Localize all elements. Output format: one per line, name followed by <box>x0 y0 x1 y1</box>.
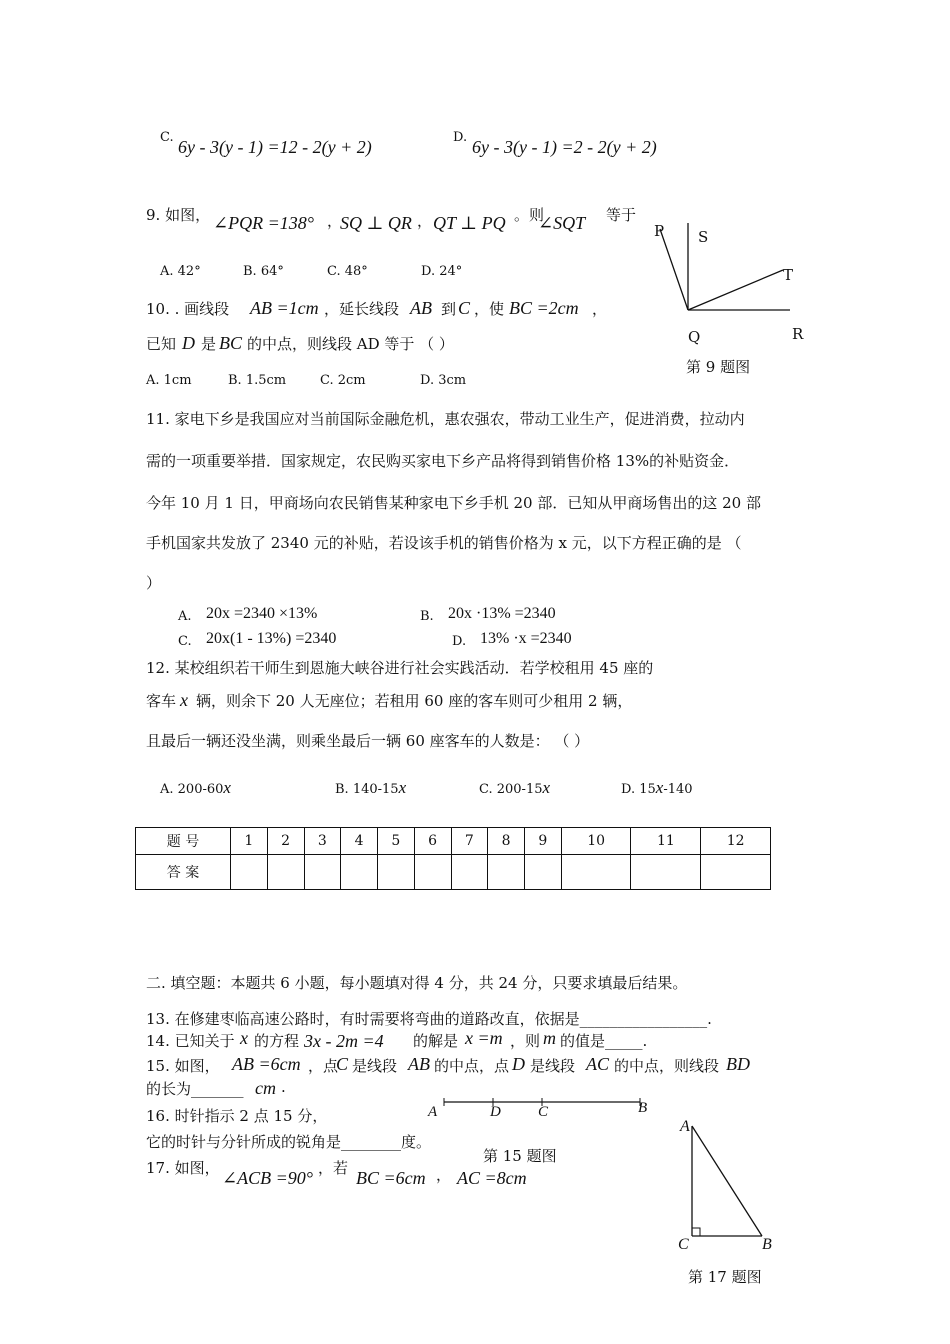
q11-option-c-label: C. <box>178 634 192 649</box>
q11-line: ） <box>146 574 162 592</box>
q15-math: AB <box>408 1054 430 1074</box>
q17-math: ∠ACB =90° <box>222 1168 313 1188</box>
q8-d-equation: 6y - 3(y - 1) =2 - 2(y + 2) <box>472 137 657 157</box>
q15-text: 的长为_______ <box>146 1080 244 1098</box>
answer-table-number: 12 <box>701 828 771 855</box>
q9-label-s: S <box>698 228 709 246</box>
q12-option-c: C. 200-15x <box>479 778 551 797</box>
q8-c-equation: 6y - 3(y - 1) =12 - 2(y + 2) <box>178 137 372 157</box>
answer-table-answer-row <box>136 855 771 890</box>
q9-label-r: R <box>792 325 804 343</box>
q15-text: ，点 <box>308 1057 339 1075</box>
q17-math: BC =6cm <box>356 1168 426 1188</box>
q10-option-d: D. 3cm <box>420 373 467 388</box>
q9-label-t: T <box>783 266 794 284</box>
answer-table-number: 1 <box>231 828 268 855</box>
q10-math: AB =1cm <box>250 298 319 318</box>
q11-line: 今年 10 月 1 日，甲商场向农民销售某种家电下乡手机 20 部．已知从甲商场售出的这 20 部 <box>146 494 761 512</box>
q15-text: 的中点，点 <box>434 1057 510 1075</box>
q17-text: 17. 如图， <box>146 1159 220 1177</box>
q15-text: . <box>281 1078 286 1096</box>
q12-option-b: B. 140-15x <box>335 778 407 797</box>
q11-option-d-label: D. <box>452 634 467 649</box>
q10-text: 是 <box>201 335 217 353</box>
q11-line: 11. 家电下乡是我国应对当前国际金融危机，惠农强农，带动工业生产，促进消费，拉动内 <box>146 410 745 428</box>
q15-text: 的中点，则线段 <box>614 1057 720 1075</box>
answer-cell[interactable] <box>525 855 562 890</box>
answer-cell[interactable] <box>631 855 701 890</box>
q9-option-c: C. 48° <box>327 264 368 279</box>
q11-option-d: 13% ·x =2340 <box>480 630 572 647</box>
q12-line: 12. 某校组织若干师生到恩施大峡谷进行社会实践活动．若学校租用 45 座的 <box>146 659 654 677</box>
q14-math: x <box>240 1028 248 1048</box>
answer-cell[interactable] <box>378 855 415 890</box>
answer-table-number: 2 <box>267 828 304 855</box>
q15-math: BD <box>726 1054 750 1074</box>
q11-option-c: 20x(1 - 13%) =2340 <box>206 630 337 647</box>
q9-option-a: A. 42° <box>160 264 201 279</box>
answer-table <box>135 827 771 890</box>
answer-table-header-row <box>136 828 771 855</box>
q12-option-a: A. 200-60x <box>160 778 231 797</box>
q15-math: cm <box>255 1078 276 1098</box>
answer-cell[interactable] <box>488 855 525 890</box>
q13-text: 13. 在修建枣临高速公路时，有时需要将弯曲的道路改直，依据是_________________. <box>146 1010 712 1028</box>
q9-target: ∠SQT <box>538 213 586 233</box>
q14-text: 的方程 <box>254 1032 300 1050</box>
answer-table-number: 11 <box>631 828 701 855</box>
q11-line: 需的一项重要举措．国家规定，农民购买家电下乡产品将得到销售价格 13%的补贴资金． <box>146 452 740 470</box>
q15-math: D <box>512 1054 525 1074</box>
answer-table-number: 6 <box>414 828 451 855</box>
q11-line: 手机国家共发放了 2340 元的补贴，若设该手机的销售价格为 x 元，以下方程正确的是 （ <box>146 534 742 552</box>
q10-option-b: B. 1.5cm <box>228 373 287 388</box>
q14-text: 的值是_____. <box>560 1032 648 1050</box>
q14-math: m <box>543 1028 556 1048</box>
answer-table-header-label: 题 号 <box>136 828 231 855</box>
q10-math: C <box>458 298 471 318</box>
q9-sep: 。则 <box>514 206 545 224</box>
q15-text: 是线段 <box>352 1057 398 1075</box>
q9-perp2: QT ⊥ PQ <box>433 213 506 233</box>
q11-option-b-label: B. <box>420 609 434 624</box>
q10-math: BC <box>219 333 243 353</box>
answer-cell[interactable] <box>451 855 488 890</box>
q17-text: ， <box>436 1166 452 1184</box>
q9-figure <box>640 215 820 375</box>
q14-text: 14. 已知关于 <box>146 1032 235 1050</box>
q14-text: ，则 <box>510 1032 541 1050</box>
q10-math: AB <box>410 298 432 318</box>
q15-math: C <box>336 1054 349 1074</box>
q11-option-a: 20x =2340 ×13% <box>206 605 318 622</box>
q15-label-a: A <box>428 1104 438 1120</box>
answer-table-number: 9 <box>525 828 562 855</box>
answer-table-number: 3 <box>304 828 341 855</box>
q12-line: 辆，则余下 20 人无座位；若租用 60 座的客车则可少租用 2 辆， <box>196 692 633 710</box>
q12-var: x <box>180 690 188 710</box>
q10-text: 10. . 画线段 <box>146 300 230 318</box>
q9-perp1: SQ ⊥ QR <box>340 213 412 233</box>
q12-option-d: D. 15x-140 <box>621 778 693 797</box>
q9-label-q: Q <box>688 328 701 346</box>
q17-label-a: A <box>680 1118 690 1135</box>
answer-table-number: 8 <box>488 828 525 855</box>
q9-label-p: P <box>654 222 665 240</box>
q17-math: AC =8cm <box>457 1168 527 1188</box>
q17-caption: 第 17 题图 <box>688 1268 762 1286</box>
q9-caption: 第 9 题图 <box>686 358 751 376</box>
answer-cell[interactable] <box>341 855 378 890</box>
q10-math: D <box>182 333 195 353</box>
q9-sep: ， <box>417 212 433 230</box>
q10-text: ，使 <box>474 300 505 318</box>
answer-cell[interactable] <box>231 855 268 890</box>
q9-option-b: B. 64° <box>243 264 284 279</box>
q15-caption: 第 15 题图 <box>483 1147 557 1165</box>
q9-option-d: D. 24° <box>421 264 463 279</box>
answer-cell[interactable] <box>561 855 631 890</box>
q15-label-d: D <box>490 1104 501 1120</box>
q9-angle: ∠PQR =138° <box>213 213 314 233</box>
q10-option-a: A. 1cm <box>146 373 192 388</box>
answer-table-number: 10 <box>561 828 631 855</box>
q15-label-c: C <box>538 1104 549 1120</box>
q10-text: 的中点，则线段 AD 等于 （ ） <box>247 335 454 353</box>
q15-text: 是线段 <box>530 1057 576 1075</box>
q17-label-b: B <box>762 1236 772 1253</box>
q12-line: 客车 <box>146 692 177 710</box>
answer-cell[interactable] <box>414 855 451 890</box>
q15-math: AC <box>586 1054 610 1074</box>
q10-text: 到 <box>441 300 457 318</box>
q10-text: 已知 <box>146 335 177 353</box>
answer-table-answer-label: 答 案 <box>136 855 231 890</box>
q17-triangle-figure <box>678 1112 780 1253</box>
q15-math: AB =6cm <box>232 1054 301 1074</box>
q17-text: ，若 <box>318 1159 349 1177</box>
answer-table-number: 7 <box>451 828 488 855</box>
answer-cell[interactable] <box>304 855 341 890</box>
q10-option-c: C. 2cm <box>320 373 366 388</box>
q14-text: 的解是 <box>413 1032 459 1050</box>
answer-cell[interactable] <box>701 855 771 890</box>
q8-c-label: C. <box>160 130 174 145</box>
q11-option-a-label: A. <box>178 609 192 624</box>
q10-math: BC =2cm <box>509 298 579 318</box>
q10-text: ，延长线段 <box>324 300 400 318</box>
q15-label-b: B <box>638 1100 648 1116</box>
q16-line: 16. 时针指示 2 点 15 分， <box>146 1107 328 1125</box>
q9-sep: ， <box>327 212 343 230</box>
q16-line: 它的时针与分针所成的锐角是________度。 <box>146 1133 432 1151</box>
section-2-heading: 二. 填空题：本题共 6 小题，每小题填对得 4 分，共 24 分，只要求填最后结果。 <box>146 974 688 992</box>
answer-table-number: 5 <box>378 828 415 855</box>
q10-text: ， <box>592 300 608 318</box>
q8-d-label: D. <box>453 130 468 145</box>
q11-option-b: 20x ·13% =2340 <box>448 605 556 622</box>
answer-table-number: 4 <box>341 828 378 855</box>
q15-text: 15. 如图， <box>146 1057 220 1075</box>
q9-tail: 等于 <box>606 206 637 224</box>
q14-math: x =m <box>465 1028 503 1048</box>
q12-line: 且最后一辆还没坐满，则乘坐最后一辆 60 座客车的人数是： （ ） <box>146 732 590 750</box>
q17-label-c: C <box>678 1236 689 1253</box>
answer-cell[interactable] <box>267 855 304 890</box>
q14-math: 3x - 2m =4 <box>304 1031 384 1051</box>
q9-number: 9. 如图， <box>146 206 211 224</box>
